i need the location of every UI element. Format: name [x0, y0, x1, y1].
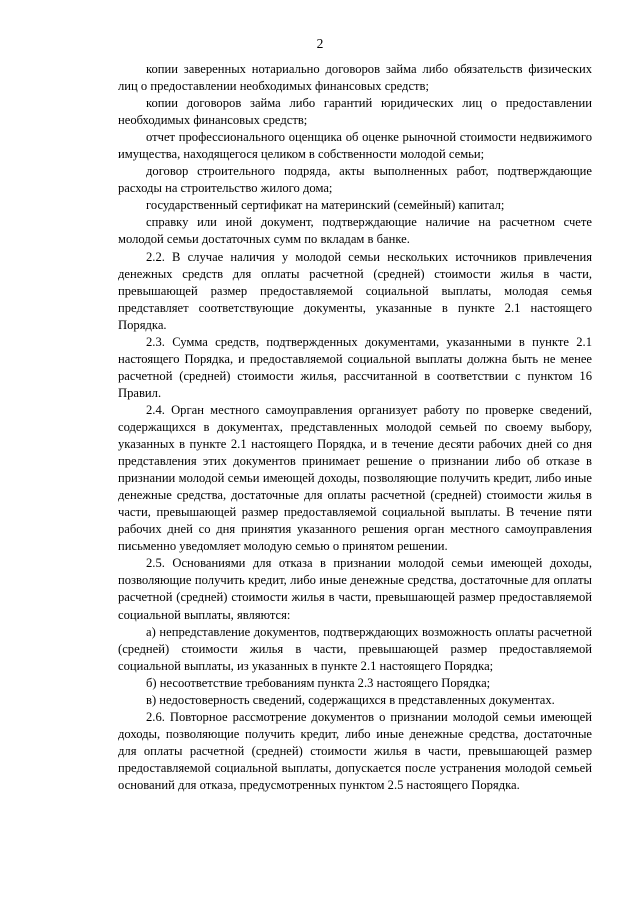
- paragraph-2-6: 2.6. Повторное рассмотрение документов о признании молодой семьи имеющей доходы, позволяющие получить кредит, либо иные денежные средства, достаточные для оплаты расчетной (средней) стоимости жилья в части, превышающей размер предоставляемой социальной выплаты, допускается после устранения молодой семьей оснований для отказа, предусмотренных пунктом 2.5 настоящего Порядка.: [118, 709, 592, 792]
- paragraph: справку или иной документ, подтверждающие наличие на расчетном счете молодой семьи достаточных сумм по вкладам в банке.: [118, 215, 592, 247]
- paragraph: копии заверенных нотариально договоров займа либо обязательств физических лиц о предоставлении необходимых финансовых средств;: [118, 62, 592, 94]
- paragraph-2-5: 2.5. Основаниями для отказа в признании молодой семьи имеющей доходы, позволяющие получить кредит, либо иные денежные средства, достаточные для оплаты расчетной (средней) стоимости жилья в части, превышающей размер предоставляемой социальной выплаты, являются:: [118, 556, 592, 622]
- paragraph-2-3: 2.3. Сумма средств, подтвержденных документами, указанными в пункте 2.1 настоящего Порядка, и предоставляемой социальной выплаты должна быть не менее расчетной (средней) стоимости жилья, рассчитанной в соответствии с пунктом 16 Правил.: [118, 334, 592, 400]
- document-body: [118, 61, 592, 794]
- paragraph-2-2: 2.2. В случае наличия у молодой семьи нескольких источников привлечения денежных средств для оплаты расчетной (средней) стоимости жилья в части, превышающей размер предоставляемой социальной выплаты, молодая семья представляет соответствующие документы, указанные в пункте 2.1 настоящего Порядка.: [118, 249, 592, 332]
- paragraph: копии договоров займа либо гарантий юридических лиц о предоставлении необходимых финансовых средств;: [118, 96, 592, 128]
- list-item-v: в) недостоверность сведений, содержащихся в представленных документах.: [146, 692, 555, 707]
- paragraph: государственный сертификат на материнский (семейный) капитал;: [146, 198, 505, 213]
- paragraph-2-4: 2.4. Орган местного самоуправления организует работу по проверке сведений, содержащихся в документах, представленных молодой семьей по своему выбору, указанных в пункте 2.1 настоящего Порядка, и в течение десяти рабочих дней со дня представления этих документов принимает решение о признании либо об отказе в признании молодой семьи имеющей доходы, позволяющие получить кредит, либо иные денежные средства, достаточные для оплаты расчетной (средней) стоимости жилья в части, превышающей размер предоставляемой социальной выплаты. В течение пяти рабочих дней со дня принятия указанного решения орган местного самоуправления письменно уведомляет молодую семью о принятом решении.: [118, 402, 592, 554]
- paragraph: договор строительного подряда, акты выполненных работ, подтверждающие расходы на строительство жилого дома;: [118, 164, 592, 196]
- list-item-b: б) несоответствие требованиям пункта 2.3 настоящего Порядка;: [146, 675, 491, 690]
- list-item-a: а) непредставление документов, подтверждающих возможность оплаты расчетной (средней) стоимости жилья в части, превышающей размер предоставляемой социальной выплаты, из указанных в пункте 2.1 настоящего Порядка;: [118, 624, 592, 673]
- paragraph: отчет профессионального оценщика об оценке рыночной стоимости недвижимого имущества, находящегося целиком в собственности молодой семьи;: [118, 130, 592, 162]
- page-number: 2: [316, 36, 324, 51]
